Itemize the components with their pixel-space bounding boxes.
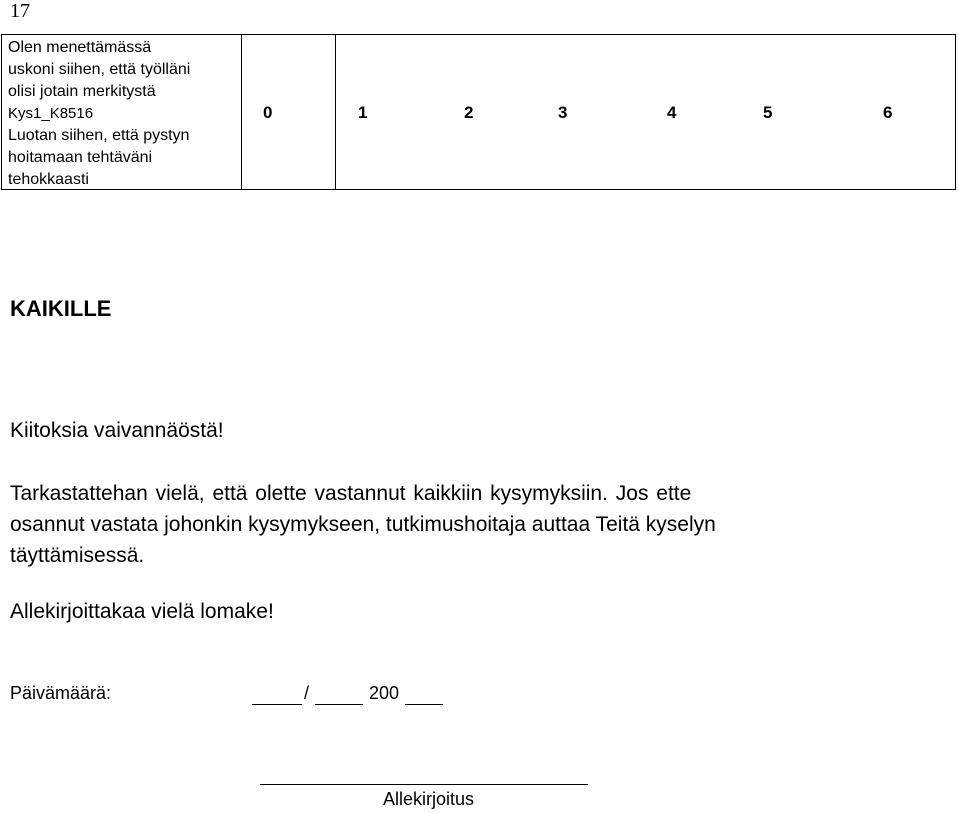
instructions-paragraph bbox=[10, 478, 940, 571]
date-month-field[interactable] bbox=[315, 704, 363, 705]
date-year-prefix: 200 bbox=[369, 683, 400, 703]
scale-value-1[interactable]: 1 bbox=[358, 103, 368, 122]
instructions-line: osannut vastata johonkin kysymykseen, tutkimushoitaja auttaa Teitä kyselyn bbox=[10, 513, 716, 536]
date-label: Päivämäärä: bbox=[10, 683, 112, 703]
signature-line[interactable] bbox=[260, 784, 588, 785]
scale-value-4[interactable]: 4 bbox=[667, 103, 677, 122]
question-line: hoitamaan tehtäväni bbox=[8, 149, 153, 166]
question-code: Kys1_K8516 bbox=[8, 105, 94, 122]
instructions-line: täyttämisessä. bbox=[10, 544, 145, 567]
page-number: 17 bbox=[10, 0, 30, 22]
question-text-cell bbox=[2, 35, 242, 189]
signature-label: Allekirjoitus bbox=[383, 789, 475, 809]
question-line: olisi jotain merkitystä bbox=[8, 83, 156, 100]
sign-prompt: Allekirjoittakaa vielä lomake! bbox=[10, 600, 274, 623]
section-heading: KAIKILLE bbox=[10, 296, 112, 321]
scale-cell bbox=[241, 35, 336, 189]
question-line: Luotan siihen, että pystyn bbox=[8, 127, 190, 144]
scale-value-5[interactable]: 5 bbox=[763, 103, 773, 122]
question-line: tehokkaasti bbox=[8, 171, 89, 188]
scale-value-6[interactable]: 6 bbox=[883, 103, 893, 122]
date-day-field[interactable] bbox=[252, 704, 302, 705]
question-line: uskoni siihen, että työlläni bbox=[8, 61, 191, 78]
thanks-text: Kiitoksia vaivannäöstä! bbox=[10, 419, 224, 442]
scale-value-3[interactable]: 3 bbox=[558, 103, 568, 122]
scale-value-2[interactable]: 2 bbox=[464, 103, 474, 122]
question-line: Olen menettämässä bbox=[8, 39, 152, 56]
date-separator: / bbox=[304, 683, 310, 703]
instructions-line: Tarkastattehan vielä, että olette vastannut kaikkiin kysymyksiin. Jos ette bbox=[10, 482, 692, 505]
date-year-field[interactable] bbox=[405, 704, 443, 705]
scale-value-0[interactable]: 0 bbox=[263, 103, 273, 122]
question-text bbox=[8, 37, 238, 191]
question-table bbox=[1, 34, 956, 190]
